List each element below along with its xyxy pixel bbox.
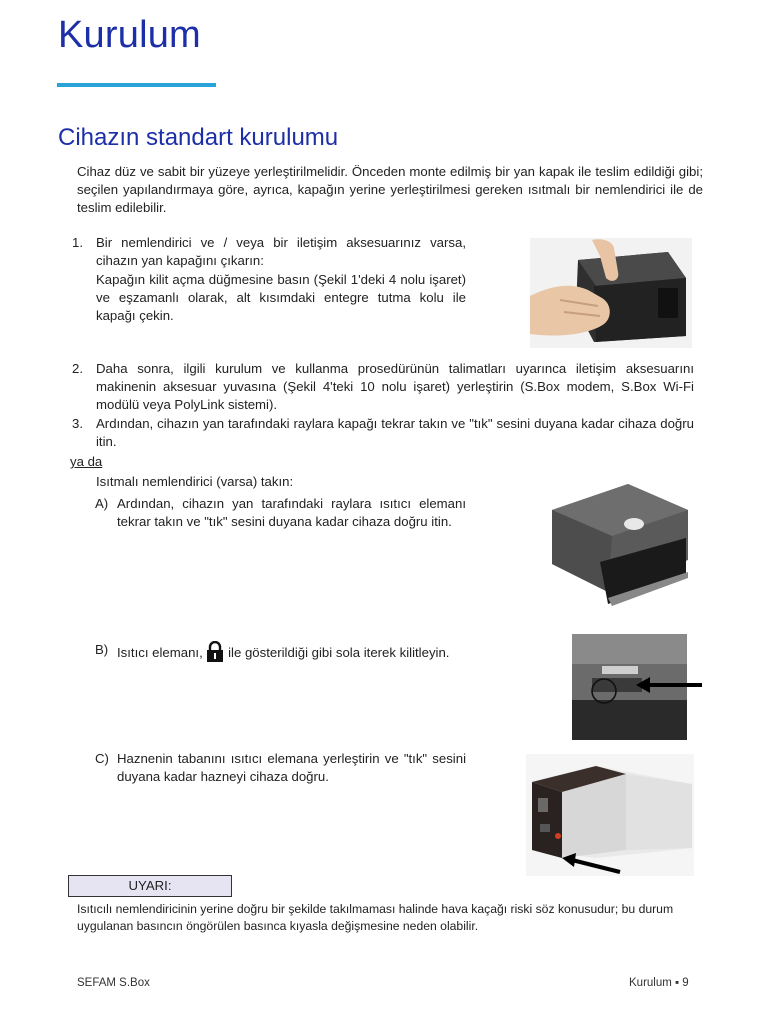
- title-underline: [57, 83, 216, 87]
- page-title: Kurulum: [58, 14, 201, 56]
- step-1-line2: Kapağın kilit açma düğmesine basın (Şekil 1'deki 4 nolu işaret) ve eşzamanlı olarak, alt kısımdaki entegre tutma kolu ile kapağı çekin.: [96, 272, 466, 323]
- step-b-before: Isıtıcı elemanı,: [117, 645, 203, 660]
- footer-page: Kurulum ▪ 9: [629, 977, 689, 989]
- step-b-after: ile gösterildiği gibi sola iterek kilitleyin.: [228, 645, 450, 660]
- step-1-number: 1.: [72, 235, 83, 250]
- section-title: Cihazın standart kurulumu: [58, 124, 339, 151]
- warning-label: UYARI:: [68, 875, 232, 897]
- step-a: Ardından, cihazın yan tarafındaki raylara ısıtıcı elemanı tekrar takın ve "tık" sesini duyana kadar cihaza doğru itin.: [117, 496, 466, 529]
- step-1-line1: Bir nemlendirici ve / veya bir iletişim aksesuarınız varsa, cihazın yan kapağını çıkarın:: [96, 235, 466, 268]
- heater-intro: Isıtmalı nemlendirici (varsa) takın:: [96, 474, 294, 489]
- step-b-label: B): [95, 642, 109, 657]
- step-a-label: A): [95, 496, 109, 511]
- step-b: [117, 641, 449, 661]
- step-3: Ardından, cihazın yan tarafındaki raylara kapağı tekrar takın ve "tık" sesini duyana kadar cihaza doğru itin.: [96, 416, 694, 449]
- step-1: [96, 234, 466, 325]
- remove-cover-photo: [530, 238, 692, 348]
- warning-text: Isıtıcılı nemlendiricinin yerine doğru bir şekilde takılmaması halinde hava kaçağı riski söz konusudur; bu durum uygulanan basıncın öngörülen basınca kıyasla değişmesine neden olabilir.: [77, 902, 674, 933]
- lock-icon: [206, 641, 224, 661]
- step-2-number: 2.: [72, 361, 83, 376]
- lock-detail-photo: [572, 634, 707, 740]
- step-c-label: C): [95, 751, 109, 766]
- heater-element-photo: [548, 480, 690, 613]
- step-3-number: 3.: [72, 416, 83, 431]
- water-chamber-photo: [526, 754, 694, 876]
- footer-product: SEFAM S.Box: [77, 977, 150, 989]
- intro-paragraph: Cihaz düz ve sabit bir yüzeye yerleştirilmelidir. Önceden monte edilmiş bir yan kapak ile teslim edildiği gibi; seçilen yapılandırmaya göre, ayrıca, kapağın yerine yerleştirilmesi gereken ısıtmalı bir nemlendirici ile de teslim edilebilir.: [77, 164, 703, 215]
- step-c: Haznenin tabanını ısıtıcı elemana yerleştirin ve "tık" sesini duyana kadar hazneyi cihaza doğru.: [117, 751, 466, 784]
- step-2: Daha sonra, ilgili kurulum ve kullanma prosedürünün talimatları uyarınca iletişim aksesuarını makinenin aksesuar yuvasına (Şekil 4'teki 10 nolu işaret) yerleştirin (S.Box modem, S.Box Wi-Fi modülü veya PolyLink sistemi).: [96, 361, 694, 412]
- or-label: ya da: [70, 454, 103, 469]
